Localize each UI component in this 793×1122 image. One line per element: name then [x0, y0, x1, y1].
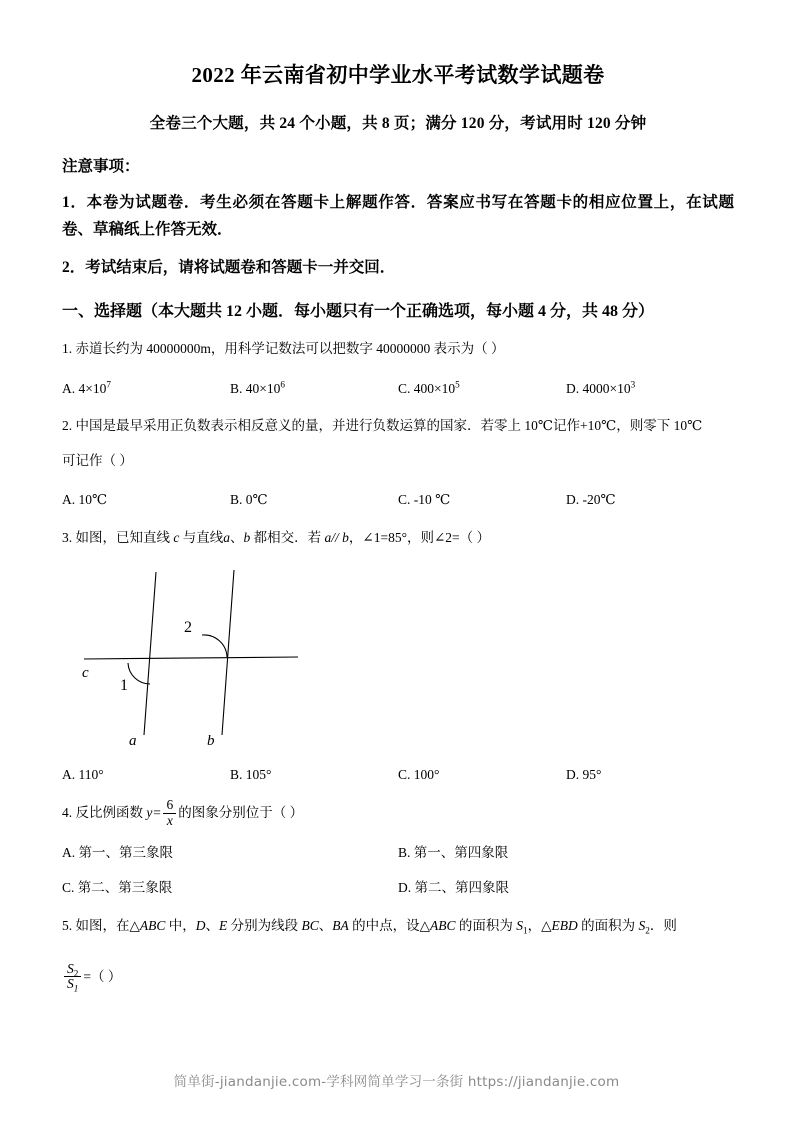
- question-2-option-b[interactable]: B. 0℃: [230, 491, 268, 507]
- question-2-options: [62, 474, 734, 513]
- stem-text: 与直线: [179, 529, 224, 545]
- figure-label-c: c: [82, 664, 89, 681]
- angle-1-arc: [128, 663, 150, 684]
- question-1-option-b[interactable]: [230, 376, 398, 402]
- stem-text: 、: [230, 529, 244, 545]
- stem-text: 分别为线段: [227, 917, 302, 933]
- question-4-options-row-2: [62, 865, 734, 901]
- notice-heading: 注意事项：: [62, 158, 140, 176]
- area-s1-subscript: 1: [523, 925, 528, 936]
- footer-watermark: 简单街-jiandanjie.com-学科网简单学习一条街 https://jiandanjie.com: [173, 1074, 620, 1090]
- question-4-option-a[interactable]: A. 第一、第三象限: [62, 844, 173, 860]
- fraction-six-over-x: [163, 798, 176, 828]
- function-expression: y=: [146, 805, 162, 821]
- fraction-denominator: x: [166, 813, 173, 829]
- fraction-denominator: [64, 977, 81, 992]
- area-s1: S: [516, 917, 524, 933]
- question-1-stem: 1. 赤道长约为 40000000m，用科学记数法可以把数字 40000000 表示为（ ）: [62, 341, 505, 357]
- stem-text: 的面积为: [455, 917, 517, 933]
- line-label-b: b: [243, 529, 251, 545]
- stem-text: ．则: [649, 917, 677, 933]
- fraction-s2-over-s1: [64, 962, 81, 992]
- question-2-stem-line2: 可记作（ ）: [62, 452, 133, 468]
- fraction-numerator: 6: [163, 798, 176, 814]
- point-e: E: [219, 917, 228, 933]
- question-3-stem: [62, 513, 734, 551]
- stem-text: 都相交．若: [250, 529, 325, 545]
- stem-text: ，: [527, 917, 542, 933]
- line-c-stroke: [84, 657, 298, 659]
- question-2-option-a[interactable]: A. 10℃: [62, 491, 108, 507]
- stem-text: 中，: [165, 917, 196, 933]
- question-1-option-a[interactable]: [62, 376, 230, 402]
- option-text: A. 4×10: [62, 380, 107, 396]
- question-4-option-b[interactable]: B. 第一、第四象限: [398, 844, 509, 860]
- option-text: B. 40×10: [230, 380, 281, 396]
- stem-text: 的面积为: [577, 917, 639, 933]
- numerator-subscript: 2: [73, 968, 79, 979]
- question-1-option-d[interactable]: [566, 376, 734, 402]
- question-3-options: [62, 749, 734, 788]
- figure-label-angle-1: 1: [120, 676, 128, 694]
- ratio-suffix: =（ ）: [83, 968, 122, 984]
- question-3-option-a[interactable]: A. 110°: [62, 766, 104, 782]
- question-2-stem: 2. 中国是最早采用正负数表示相反意义的量，并进行负数运算的国家．若零上 10℃记作+10℃，则零下 10℃: [62, 418, 703, 434]
- transversal-diagram-svg: [76, 559, 376, 749]
- question-2-option-d[interactable]: D. -20℃: [566, 491, 616, 507]
- stem-text: 5. 如图，在: [62, 917, 130, 933]
- question-1-options: [62, 363, 734, 402]
- question-3-option-d[interactable]: D. 95°: [566, 766, 602, 782]
- option-superscript: 6: [280, 379, 285, 390]
- line-label-a: a: [223, 529, 230, 545]
- figure-label-a: a: [129, 732, 137, 749]
- line-a-stroke: [144, 572, 156, 735]
- page-subtitle: 全卷三个大题，共 24 个小题，共 8 页；满分 120 分，考试用时 120 分钟: [149, 115, 647, 133]
- stem-text: ，∠1=85°，则∠2=（ ）: [348, 529, 491, 545]
- question-4-stem: [62, 787, 734, 829]
- area-s2-subscript: 2: [645, 925, 650, 936]
- figure-label-b: b: [207, 732, 215, 749]
- option-superscript: 3: [630, 379, 636, 390]
- question-4-option-d[interactable]: D. 第二、第四象限: [398, 880, 509, 896]
- parallel-expression: a// b: [324, 529, 349, 545]
- triangle-ebd: △EBD: [541, 917, 578, 933]
- question-5-stem: [62, 901, 734, 939]
- point-d: D: [195, 917, 206, 933]
- fraction-numerator: [64, 962, 81, 978]
- question-1-option-c[interactable]: [398, 376, 566, 402]
- figure-label-angle-2: 2: [184, 618, 192, 636]
- area-s2: S: [638, 917, 646, 933]
- option-superscript: 7: [106, 379, 111, 390]
- segment-ba: BA: [332, 917, 349, 933]
- question-4-options-row-1: [62, 830, 734, 866]
- notice-item-2: 2．考试结束后，请将试题卷和答题卡一并交回．: [62, 258, 396, 276]
- line-label-c: c: [173, 529, 180, 545]
- stem-text: 的图象分别位于（ ）: [178, 805, 304, 821]
- option-text: D. 4000×10: [566, 380, 631, 396]
- denominator-symbol: S: [67, 976, 74, 992]
- triangle-abc: △ABC: [419, 917, 456, 933]
- triangle-abc: △ABC: [129, 917, 166, 933]
- line-b-stroke: [222, 570, 234, 735]
- question-3-option-c[interactable]: C. 100°: [398, 766, 440, 782]
- notice-item-1: 1．本卷为试题卷．考生必须在答题卡上解题作答．答案应书写在答题卡的相应位置上，在试题卷、草稿纸上作答无效．: [62, 194, 734, 239]
- page-title: 2022 年云南省初中学业水平考试数学试题卷: [191, 63, 605, 87]
- option-superscript: 5: [455, 379, 460, 390]
- question-5-ratio-line: [62, 953, 734, 993]
- question-2-option-c[interactable]: C. -10 ℃: [398, 491, 451, 507]
- question-3-figure: [76, 559, 376, 749]
- stem-text: 、: [205, 917, 220, 933]
- segment-bc: BC: [301, 917, 319, 933]
- question-3-option-b[interactable]: B. 105°: [230, 766, 272, 782]
- numerator-symbol: S: [67, 960, 74, 976]
- stem-text: 、: [318, 917, 333, 933]
- page-content: [62, 0, 734, 1006]
- angle-2-arc: [202, 635, 227, 657]
- stem-text: 的中点，设: [348, 917, 420, 933]
- stem-text: 4. 反比例函数: [62, 805, 147, 821]
- option-text: C. 400×10: [398, 380, 456, 396]
- section-header-choice: 一、选择题（本大题共 12 小题．每小题只有一个正确选项，每小题 4 分，共 48 分）: [62, 302, 655, 320]
- question-4-option-c[interactable]: C. 第二、第三象限: [62, 880, 173, 896]
- denominator-subscript: 1: [73, 983, 79, 994]
- stem-text: 3. 如图，已知直线: [62, 529, 174, 545]
